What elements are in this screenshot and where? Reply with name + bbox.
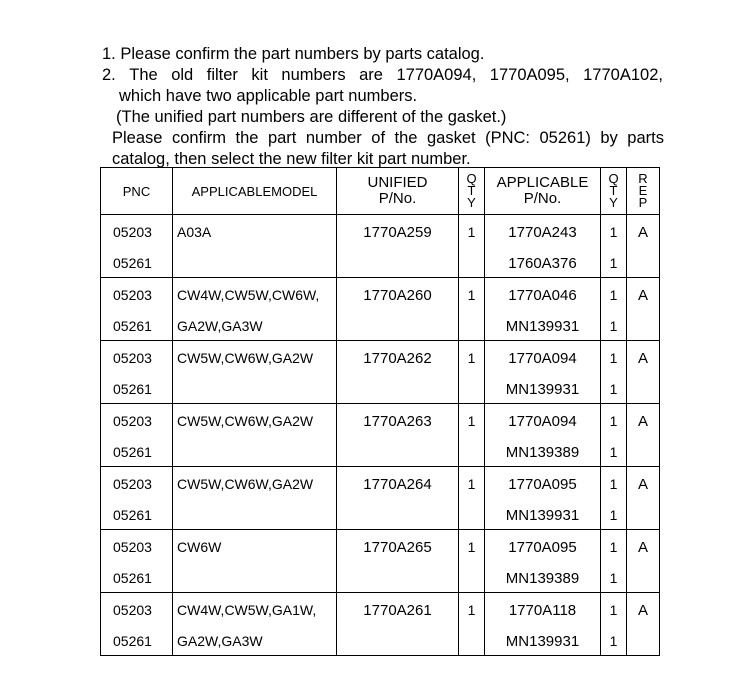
cell-model bbox=[173, 341, 337, 404]
cell-applicable bbox=[485, 530, 601, 593]
header-text: APPLICABLE bbox=[496, 174, 589, 191]
qty-value: 1 bbox=[467, 413, 476, 429]
header-applicable-pno bbox=[485, 168, 601, 215]
header-letter: T bbox=[609, 182, 618, 198]
note-line-3: which have two applicable part numbers. bbox=[119, 87, 418, 105]
table-row bbox=[101, 341, 660, 404]
pnc-value: 05261 bbox=[113, 444, 152, 460]
cell-model bbox=[173, 467, 337, 530]
cell-qty bbox=[601, 341, 627, 404]
note-word: filter bbox=[206, 66, 238, 84]
cell-rep bbox=[627, 404, 660, 467]
header-pnc: PNC bbox=[101, 168, 173, 215]
cell-qty bbox=[459, 215, 485, 278]
cell-rep bbox=[627, 341, 660, 404]
cell-unified bbox=[337, 278, 459, 341]
cell-pnc bbox=[101, 404, 173, 467]
note-word: numbers bbox=[281, 66, 346, 84]
cell-rep bbox=[627, 278, 660, 341]
table-row bbox=[101, 593, 660, 656]
note-line-1: 1. Please confirm the part numbers by parts catalog. bbox=[102, 45, 485, 63]
note-word: Please bbox=[112, 129, 163, 147]
applicable-pno: MN139931 bbox=[505, 381, 580, 398]
cell-pnc bbox=[101, 278, 173, 341]
model-value: CW5W,CW6W,GA2W bbox=[177, 476, 314, 492]
model-value: CW4W,CW5W,GA1W, bbox=[177, 602, 317, 618]
parts-table bbox=[100, 167, 660, 656]
cell-qty bbox=[601, 404, 627, 467]
model-value: A03A bbox=[177, 224, 212, 240]
cell-applicable bbox=[485, 404, 601, 467]
applicable-pno: 1770A046 bbox=[508, 287, 577, 304]
model-value: GA2W,GA3W bbox=[177, 318, 263, 334]
unified-pno: 1770A260 bbox=[363, 287, 432, 304]
cell-qty bbox=[459, 278, 485, 341]
cell-model bbox=[173, 404, 337, 467]
note-word: 1770A095, bbox=[489, 66, 570, 84]
qty-value: 1 bbox=[609, 633, 618, 649]
cell-qty bbox=[601, 467, 627, 530]
pnc-value: 05261 bbox=[113, 255, 152, 271]
qty-value: 1 bbox=[467, 539, 476, 555]
cell-qty bbox=[601, 278, 627, 341]
header-applicable-model: APPLICABLEMODEL bbox=[173, 168, 337, 215]
header-letter: P bbox=[638, 194, 648, 210]
header-text: UNIFIED bbox=[367, 174, 428, 191]
pnc-value: 05203 bbox=[113, 287, 152, 303]
qty-value: 1 bbox=[609, 570, 618, 586]
note-line-6: catalog, then select the new filter kit part number. bbox=[112, 150, 471, 168]
cell-qty bbox=[459, 467, 485, 530]
model-value: CW4W,CW5W,CW6W, bbox=[177, 287, 320, 303]
table-header-row bbox=[101, 168, 660, 215]
qty-value: 1 bbox=[609, 381, 618, 397]
note-word: of bbox=[371, 129, 386, 147]
applicable-pno: 1770A094 bbox=[508, 350, 577, 367]
rep-value: A bbox=[637, 350, 648, 367]
note-word: The bbox=[129, 66, 158, 84]
applicable-pno: 1770A243 bbox=[508, 224, 577, 241]
table-row bbox=[101, 467, 660, 530]
header-text: P/No. bbox=[523, 190, 562, 207]
qty-value: 1 bbox=[609, 224, 618, 240]
cell-applicable bbox=[485, 215, 601, 278]
rep-value: A bbox=[637, 287, 648, 304]
qty-value: 1 bbox=[467, 602, 476, 618]
header-letter: Y bbox=[609, 194, 618, 210]
applicable-pno: MN139931 bbox=[505, 318, 580, 335]
model-value: CW5W,CW6W,GA2W bbox=[177, 350, 314, 366]
cell-qty bbox=[601, 530, 627, 593]
pnc-value: 05261 bbox=[113, 381, 152, 397]
note-word: the bbox=[394, 129, 418, 147]
pnc-value: 05203 bbox=[113, 224, 152, 240]
qty-value: 1 bbox=[609, 507, 618, 523]
qty-value: 1 bbox=[609, 287, 618, 303]
cell-model bbox=[173, 215, 337, 278]
header-text: P/No. bbox=[378, 190, 417, 207]
qty-value: 1 bbox=[609, 350, 618, 366]
cell-rep bbox=[627, 593, 660, 656]
note-word: the bbox=[235, 129, 259, 147]
note-word: old bbox=[171, 66, 194, 84]
note-word: number bbox=[305, 129, 362, 147]
cell-applicable bbox=[485, 593, 601, 656]
model-value: CW5W,CW6W,GA2W bbox=[177, 413, 314, 429]
cell-qty bbox=[601, 593, 627, 656]
qty-value: 1 bbox=[609, 413, 618, 429]
cell-model bbox=[173, 593, 337, 656]
note-word: kit bbox=[251, 66, 268, 84]
qty-value: 1 bbox=[609, 476, 618, 492]
cell-rep bbox=[627, 467, 660, 530]
cell-pnc bbox=[101, 530, 173, 593]
note-line-2 bbox=[102, 65, 663, 85]
table-row bbox=[101, 215, 660, 278]
pnc-value: 05203 bbox=[113, 602, 152, 618]
note-word: 2. bbox=[102, 66, 116, 84]
header-letter: Q bbox=[466, 170, 477, 186]
applicable-pno: 1770A118 bbox=[508, 602, 577, 619]
cell-qty bbox=[459, 341, 485, 404]
pnc-value: 05203 bbox=[113, 476, 152, 492]
unified-pno: 1770A259 bbox=[363, 224, 432, 241]
header-letter: Q bbox=[608, 170, 619, 186]
note-word: 1770A094, bbox=[396, 66, 477, 84]
header-rep bbox=[627, 168, 660, 215]
applicable-pno: MN139389 bbox=[505, 444, 580, 461]
qty-value: 1 bbox=[609, 318, 618, 334]
pnc-value: 05203 bbox=[113, 539, 152, 555]
model-value: CW6W bbox=[177, 539, 222, 555]
rep-value: A bbox=[637, 539, 648, 556]
applicable-pno: 1770A095 bbox=[508, 476, 577, 493]
model-value: GA2W,GA3W bbox=[177, 633, 263, 649]
qty-value: 1 bbox=[467, 350, 476, 366]
qty-value: 1 bbox=[467, 476, 476, 492]
cell-rep bbox=[627, 530, 660, 593]
note-word: (PNC: bbox=[485, 129, 530, 147]
applicable-pno: MN139931 bbox=[505, 507, 580, 524]
header-letter: E bbox=[638, 182, 648, 198]
cell-qty bbox=[459, 593, 485, 656]
note-word: 05261) bbox=[539, 129, 591, 147]
rep-value: A bbox=[637, 413, 648, 430]
rep-value: A bbox=[637, 476, 648, 493]
unified-pno: 1770A265 bbox=[363, 539, 432, 556]
table-row bbox=[101, 404, 660, 467]
pnc-value: 05261 bbox=[113, 570, 152, 586]
header-letter: Y bbox=[467, 194, 476, 210]
table-row bbox=[101, 278, 660, 341]
note-line-5 bbox=[112, 128, 664, 148]
cell-applicable bbox=[485, 278, 601, 341]
cell-qty bbox=[459, 404, 485, 467]
header-qty bbox=[459, 168, 485, 215]
note-word: part bbox=[267, 129, 297, 147]
cell-unified bbox=[337, 341, 459, 404]
cell-pnc bbox=[101, 215, 173, 278]
cell-unified bbox=[337, 404, 459, 467]
note-word: by bbox=[600, 129, 618, 147]
cell-unified bbox=[337, 530, 459, 593]
header-letter: R bbox=[638, 170, 648, 186]
qty-value: 1 bbox=[609, 444, 618, 460]
unified-pno: 1770A262 bbox=[363, 350, 432, 367]
note-word: 1770A102, bbox=[583, 66, 663, 84]
cell-unified bbox=[337, 215, 459, 278]
rep-value: A bbox=[637, 602, 648, 619]
header-letter: T bbox=[467, 182, 476, 198]
cell-pnc bbox=[101, 593, 173, 656]
table-row bbox=[101, 530, 660, 593]
qty-value: 1 bbox=[609, 255, 618, 271]
applicable-pno: 1770A094 bbox=[508, 413, 577, 430]
applicable-pno: 1760A376 bbox=[508, 255, 577, 272]
cell-qty bbox=[459, 530, 485, 593]
unified-pno: 1770A263 bbox=[363, 413, 432, 430]
unified-pno: 1770A261 bbox=[363, 602, 432, 619]
cell-applicable bbox=[485, 341, 601, 404]
rep-value: A bbox=[637, 224, 648, 241]
cell-rep bbox=[627, 215, 660, 278]
note-word: parts bbox=[627, 129, 664, 147]
pnc-value: 05203 bbox=[113, 350, 152, 366]
pnc-value: 05203 bbox=[113, 413, 152, 429]
cell-pnc bbox=[101, 467, 173, 530]
note-word: gasket bbox=[426, 129, 476, 147]
qty-value: 1 bbox=[609, 602, 618, 618]
pnc-value: 05261 bbox=[113, 318, 152, 334]
applicable-pno: MN139931 bbox=[505, 633, 580, 650]
unified-pno: 1770A264 bbox=[363, 476, 432, 493]
applicable-pno: MN139389 bbox=[505, 570, 580, 587]
cell-applicable bbox=[485, 467, 601, 530]
header-unified-pno bbox=[337, 168, 459, 215]
qty-value: 1 bbox=[467, 224, 476, 240]
cell-pnc bbox=[101, 341, 173, 404]
note-word: are bbox=[359, 66, 383, 84]
qty-value: 1 bbox=[609, 539, 618, 555]
applicable-pno: 1770A095 bbox=[508, 539, 577, 556]
cell-unified bbox=[337, 467, 459, 530]
note-line-4: (The unified part numbers are different of the gasket.) bbox=[116, 108, 507, 126]
pnc-value: 05261 bbox=[113, 507, 152, 523]
cell-unified bbox=[337, 593, 459, 656]
note-word: confirm bbox=[171, 129, 227, 147]
qty-value: 1 bbox=[467, 287, 476, 303]
cell-qty bbox=[601, 215, 627, 278]
cell-model bbox=[173, 278, 337, 341]
pnc-value: 05261 bbox=[113, 633, 152, 649]
cell-model bbox=[173, 530, 337, 593]
header-qty bbox=[601, 168, 627, 215]
